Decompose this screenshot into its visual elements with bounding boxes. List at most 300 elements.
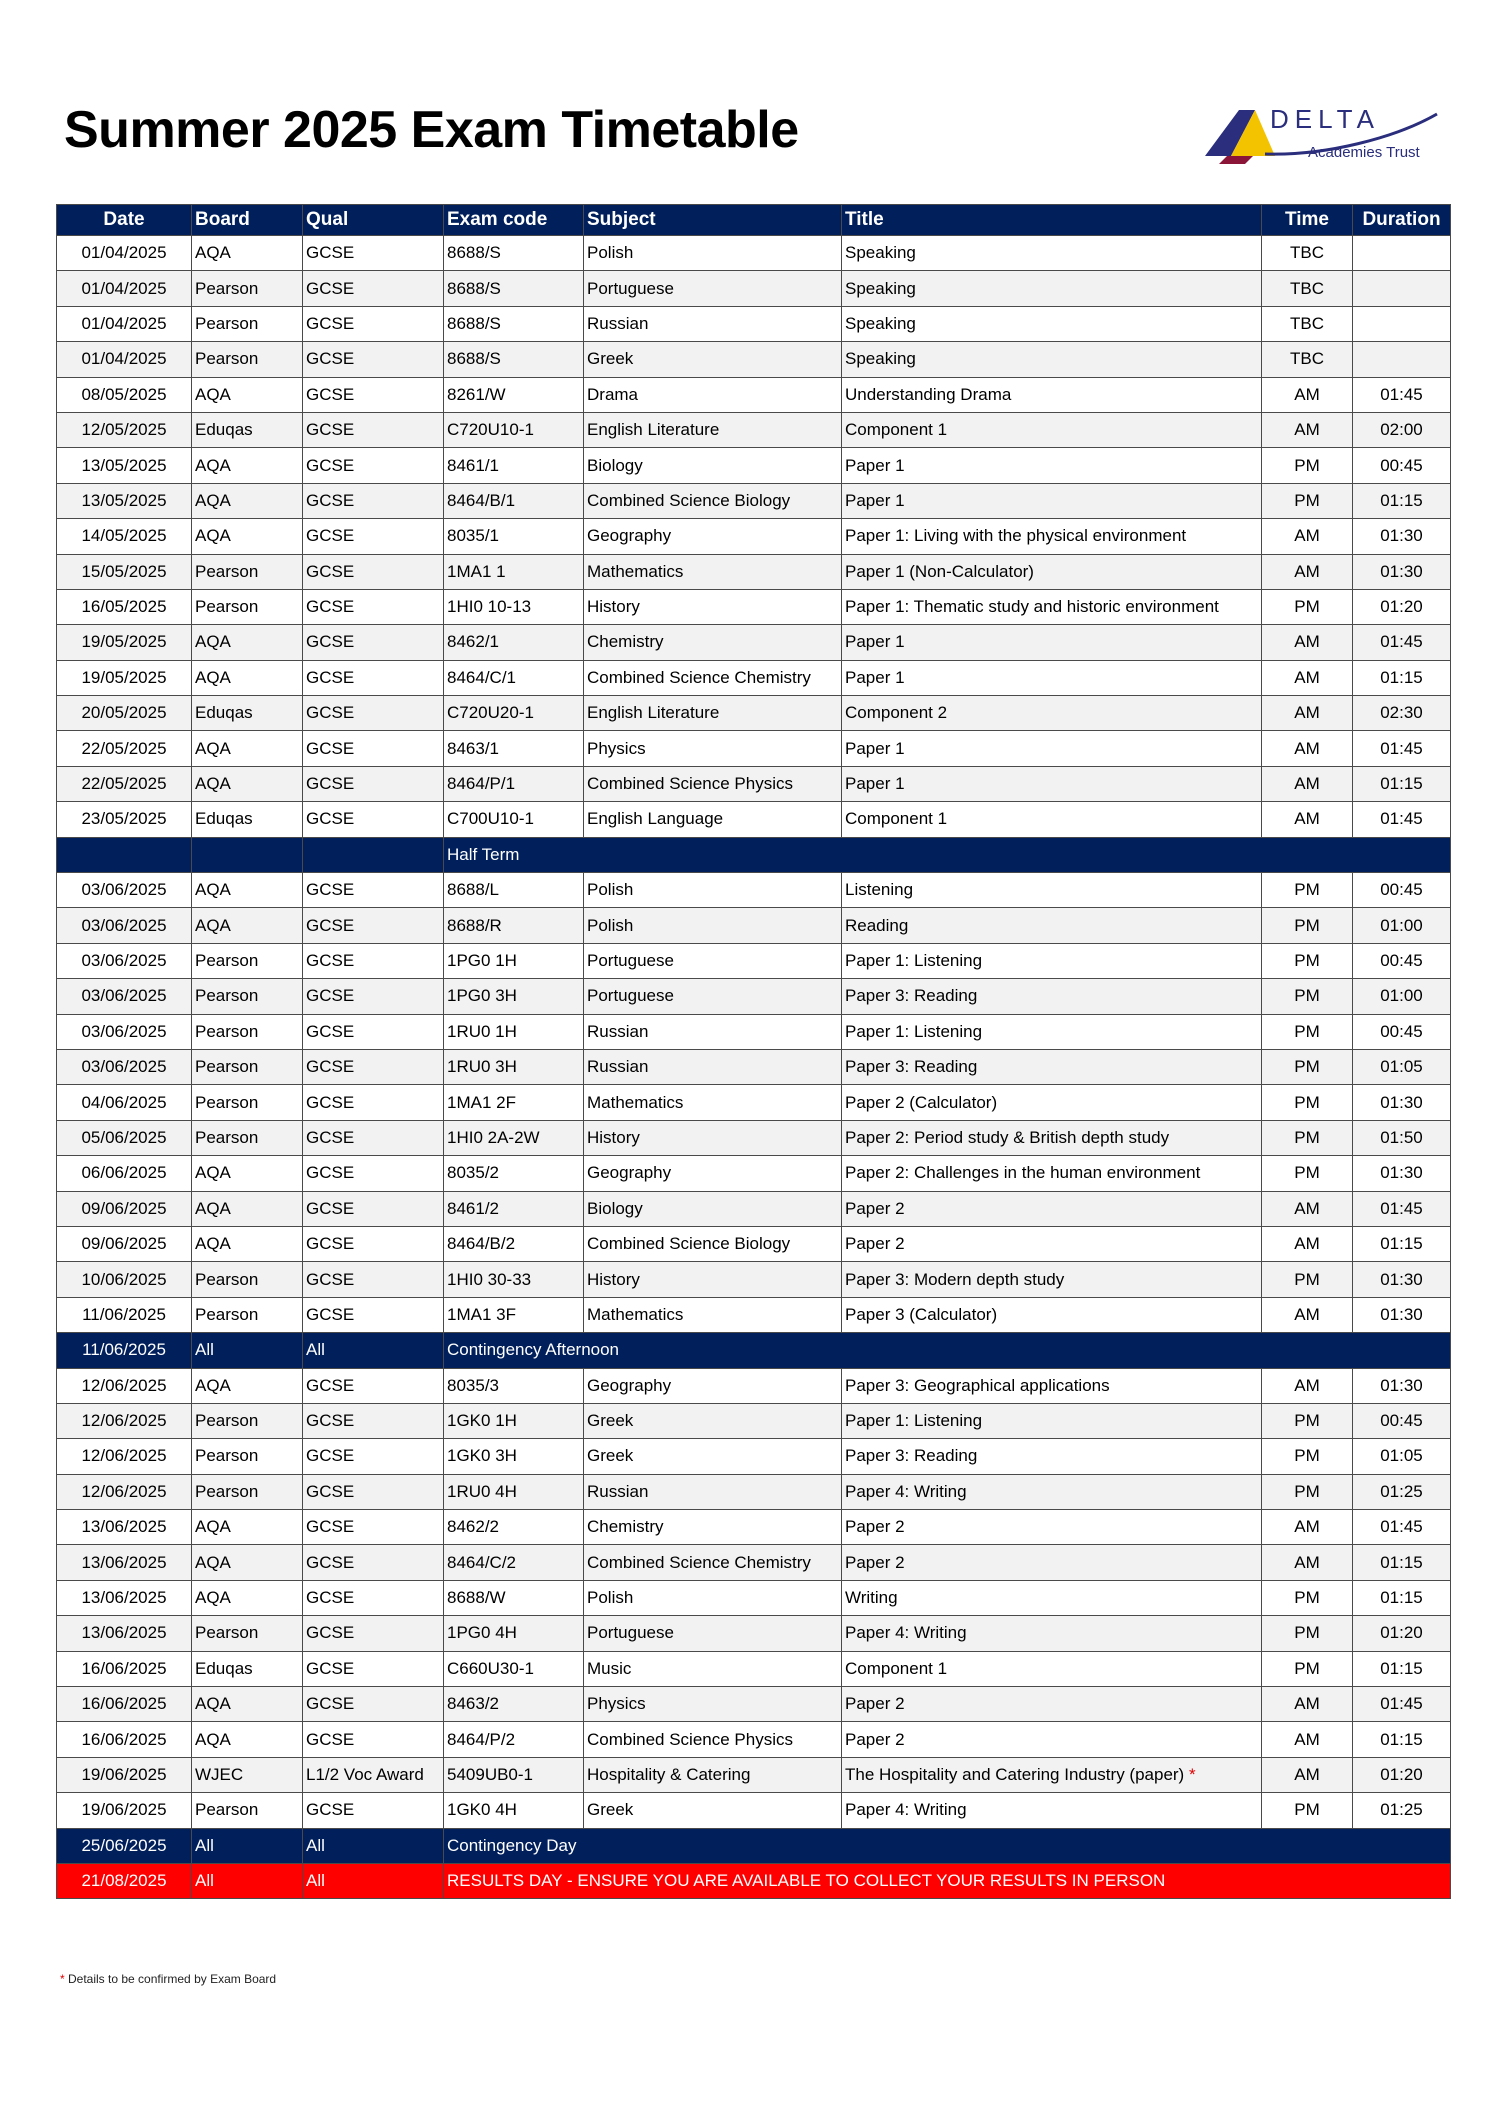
- board-cell: Pearson: [192, 271, 303, 306]
- table-row: [57, 1191, 1451, 1226]
- title-cell: [842, 1439, 1262, 1474]
- board-cell: Pearson: [192, 306, 303, 341]
- date-cell: 19/05/2025: [57, 660, 192, 695]
- title-cell: [842, 519, 1262, 554]
- title-text: Paper 1: [845, 632, 905, 652]
- title-text: Speaking: [845, 313, 916, 333]
- duration-cell: 01:30: [1353, 1085, 1451, 1120]
- subject-cell: Chemistry: [584, 1510, 842, 1545]
- title-text: Paper 3 (Calculator): [845, 1304, 998, 1324]
- table-row: [57, 519, 1451, 554]
- duration-cell: 01:30: [1353, 1297, 1451, 1332]
- time-cell: AM: [1262, 660, 1353, 695]
- title-cell: [842, 979, 1262, 1014]
- title-text: Paper 1: Listening: [845, 951, 983, 970]
- subject-cell: Drama: [584, 377, 842, 412]
- title-text: Paper 4: Writing: [845, 1623, 967, 1643]
- title-text: Paper 1: [845, 490, 905, 510]
- board-cell: AQA: [192, 1510, 303, 1545]
- subject-cell: Geography: [584, 1368, 842, 1403]
- exam-code-cell: 8035/1: [444, 519, 584, 554]
- date-cell: 13/06/2025: [57, 1510, 192, 1545]
- board-cell: Pearson: [192, 1085, 303, 1120]
- duration-cell: 01:30: [1353, 519, 1451, 554]
- column-header: Exam code: [444, 205, 584, 236]
- table-row: [57, 1120, 1451, 1155]
- time-cell: AM: [1262, 766, 1353, 801]
- board-cell: Eduqas: [192, 412, 303, 447]
- subject-cell: Portuguese: [584, 943, 842, 978]
- date-cell: 12/06/2025: [57, 1368, 192, 1403]
- subject-cell: Physics: [584, 731, 842, 766]
- board-cell: AQA: [192, 873, 303, 908]
- table-row: [57, 1687, 1451, 1722]
- qual-cell: GCSE: [303, 1226, 444, 1261]
- time-cell: PM: [1262, 1580, 1353, 1615]
- exam-code-cell: 8688/S: [444, 342, 584, 377]
- board-cell: Pearson: [192, 1297, 303, 1332]
- table-row: [57, 1580, 1451, 1615]
- table-row: [57, 412, 1451, 447]
- time-cell: TBC: [1262, 306, 1353, 341]
- table-row: [57, 1014, 1451, 1049]
- date-cell: 16/06/2025: [57, 1651, 192, 1686]
- date-cell: 15/05/2025: [57, 554, 192, 589]
- title-text: Paper 2: [845, 1234, 905, 1254]
- title-cell: [842, 342, 1262, 377]
- qual-cell: [303, 837, 444, 872]
- title-cell: [842, 306, 1262, 341]
- exam-code-cell: 8464/B/2: [444, 1226, 584, 1261]
- subject-cell: Geography: [584, 519, 842, 554]
- duration-cell: 00:45: [1353, 1403, 1451, 1438]
- title-text: Paper 2 (Calculator): [845, 1092, 998, 1112]
- qual-cell: GCSE: [303, 1262, 444, 1297]
- date-cell: 01/04/2025: [57, 306, 192, 341]
- title-cell: [842, 271, 1262, 306]
- table-row: [57, 1651, 1451, 1686]
- duration-cell: 01:30: [1353, 554, 1451, 589]
- board-cell: AQA: [192, 1156, 303, 1191]
- time-cell: PM: [1262, 589, 1353, 624]
- duration-cell: 01:15: [1353, 1722, 1451, 1757]
- half-term-row: [57, 837, 1451, 872]
- date-cell: 13/05/2025: [57, 483, 192, 518]
- exam-code-cell: 1HI0 30-33: [444, 1262, 584, 1297]
- duration-cell: 01:20: [1353, 1616, 1451, 1651]
- duration-cell: [1353, 342, 1451, 377]
- band-text-cell: RESULTS DAY - ENSURE YOU ARE AVAILABLE TO COLLECT YOUR RESULTS IN PERSON: [444, 1863, 1451, 1898]
- qual-cell: GCSE: [303, 1651, 444, 1686]
- qual-cell: GCSE: [303, 483, 444, 518]
- board-cell: AQA: [192, 625, 303, 660]
- date-cell: 10/06/2025: [57, 1262, 192, 1297]
- time-cell: AM: [1262, 1687, 1353, 1722]
- exam-code-cell: 8261/W: [444, 377, 584, 412]
- board-cell: AQA: [192, 1722, 303, 1757]
- qual-cell: GCSE: [303, 625, 444, 660]
- duration-cell: 01:25: [1353, 1474, 1451, 1509]
- date-cell: 03/06/2025: [57, 979, 192, 1014]
- date-cell: 16/06/2025: [57, 1722, 192, 1757]
- board-cell: Pearson: [192, 1049, 303, 1084]
- time-cell: PM: [1262, 943, 1353, 978]
- duration-cell: [1353, 271, 1451, 306]
- title-text: Paper 4: Writing: [845, 1481, 967, 1501]
- duration-cell: 01:45: [1353, 731, 1451, 766]
- qual-cell: GCSE: [303, 1510, 444, 1545]
- qual-cell: GCSE: [303, 1793, 444, 1828]
- title-text: Paper 2: Period study & British depth study: [845, 1127, 1170, 1147]
- date-cell: 03/06/2025: [57, 1014, 192, 1049]
- board-cell: All: [192, 1863, 303, 1898]
- title-text: Component 1: [845, 420, 948, 440]
- subject-cell: Mathematics: [584, 554, 842, 589]
- exam-code-cell: 8464/C/2: [444, 1545, 584, 1580]
- qual-cell: GCSE: [303, 1580, 444, 1615]
- duration-cell: 01:15: [1353, 766, 1451, 801]
- subject-cell: Russian: [584, 1014, 842, 1049]
- title-text: Paper 3: Modern depth study: [845, 1269, 1065, 1289]
- table-row: [57, 625, 1451, 660]
- subject-cell: Greek: [584, 342, 842, 377]
- date-cell: 19/05/2025: [57, 625, 192, 660]
- footnote-star: *: [60, 1972, 65, 1986]
- subject-cell: History: [584, 589, 842, 624]
- duration-cell: 01:15: [1353, 483, 1451, 518]
- table-row: [57, 271, 1451, 306]
- subject-cell: Biology: [584, 1191, 842, 1226]
- date-cell: 25/06/2025: [57, 1828, 192, 1863]
- table-row: [57, 236, 1451, 271]
- subject-cell: Chemistry: [584, 625, 842, 660]
- date-cell: 11/06/2025: [57, 1297, 192, 1332]
- exam-code-cell: 1RU0 4H: [444, 1474, 584, 1509]
- table-row: [57, 342, 1451, 377]
- exam-code-cell: C660U30-1: [444, 1651, 584, 1686]
- qual-cell: All: [303, 1828, 444, 1863]
- subject-cell: Portuguese: [584, 979, 842, 1014]
- title-text: Paper 2: Challenges in the human environment: [845, 1163, 1201, 1183]
- time-cell: PM: [1262, 979, 1353, 1014]
- title-cell: [842, 236, 1262, 271]
- board-cell: WJEC: [192, 1757, 303, 1792]
- time-cell: PM: [1262, 873, 1353, 908]
- table-row: [57, 1368, 1451, 1403]
- board-cell: Pearson: [192, 1616, 303, 1651]
- board-cell: Pearson: [192, 1439, 303, 1474]
- date-cell: 12/06/2025: [57, 1474, 192, 1509]
- time-cell: PM: [1262, 483, 1353, 518]
- column-header: Time: [1262, 205, 1353, 236]
- board-cell: AQA: [192, 1226, 303, 1261]
- subject-cell: Geography: [584, 1156, 842, 1191]
- exam-code-cell: 8461/2: [444, 1191, 584, 1226]
- time-cell: PM: [1262, 1049, 1353, 1084]
- time-cell: AM: [1262, 1757, 1353, 1792]
- date-cell: 22/05/2025: [57, 766, 192, 801]
- board-cell: Pearson: [192, 1793, 303, 1828]
- duration-cell: 01:45: [1353, 802, 1451, 837]
- tbc-marker: *: [1188, 1764, 1196, 1784]
- title-cell: [842, 377, 1262, 412]
- title-cell: [842, 448, 1262, 483]
- table-row: [57, 1545, 1451, 1580]
- table-row: [57, 731, 1451, 766]
- subject-cell: Greek: [584, 1403, 842, 1438]
- subject-cell: Polish: [584, 873, 842, 908]
- table-row: [57, 1156, 1451, 1191]
- exam-code-cell: C720U10-1: [444, 412, 584, 447]
- exam-code-cell: 1GK0 1H: [444, 1403, 584, 1438]
- board-cell: Eduqas: [192, 1651, 303, 1686]
- table-row: [57, 377, 1451, 412]
- date-cell: 21/08/2025: [57, 1863, 192, 1898]
- qual-cell: GCSE: [303, 1368, 444, 1403]
- board-cell: Pearson: [192, 589, 303, 624]
- title-cell: [842, 483, 1262, 518]
- date-cell: 12/05/2025: [57, 412, 192, 447]
- subject-cell: Polish: [584, 1580, 842, 1615]
- title-cell: [842, 1085, 1262, 1120]
- date-cell: 06/06/2025: [57, 1156, 192, 1191]
- date-cell: 03/06/2025: [57, 908, 192, 943]
- time-cell: PM: [1262, 1651, 1353, 1686]
- time-cell: PM: [1262, 1085, 1353, 1120]
- qual-cell: GCSE: [303, 766, 444, 801]
- qual-cell: GCSE: [303, 802, 444, 837]
- subject-cell: Polish: [584, 236, 842, 271]
- time-cell: TBC: [1262, 342, 1353, 377]
- table-row: [57, 1510, 1451, 1545]
- title-cell: [842, 660, 1262, 695]
- band-text-cell: Contingency Afternoon: [444, 1333, 1451, 1368]
- board-cell: Pearson: [192, 1262, 303, 1297]
- qual-cell: GCSE: [303, 1439, 444, 1474]
- qual-cell: All: [303, 1863, 444, 1898]
- exam-code-cell: 8462/2: [444, 1510, 584, 1545]
- subject-cell: English Literature: [584, 412, 842, 447]
- duration-cell: 01:15: [1353, 1545, 1451, 1580]
- qual-cell: GCSE: [303, 1049, 444, 1084]
- table-row: [57, 979, 1451, 1014]
- board-cell: AQA: [192, 1687, 303, 1722]
- date-cell: 19/06/2025: [57, 1757, 192, 1792]
- title-text: Paper 3: Reading: [845, 1446, 978, 1466]
- title-text: Speaking: [845, 243, 916, 263]
- qual-cell: GCSE: [303, 271, 444, 306]
- subject-cell: Greek: [584, 1439, 842, 1474]
- date-cell: 12/06/2025: [57, 1439, 192, 1474]
- subject-cell: English Language: [584, 802, 842, 837]
- date-cell: 01/04/2025: [57, 342, 192, 377]
- duration-cell: 01:45: [1353, 1687, 1451, 1722]
- time-cell: AM: [1262, 1368, 1353, 1403]
- column-header: Duration: [1353, 205, 1451, 236]
- time-cell: AM: [1262, 554, 1353, 589]
- board-cell: Pearson: [192, 1403, 303, 1438]
- board-cell: AQA: [192, 377, 303, 412]
- subject-cell: Portuguese: [584, 1616, 842, 1651]
- title-text: Paper 1: Listening: [845, 1411, 983, 1431]
- column-header: Title: [842, 205, 1262, 236]
- table-row: [57, 589, 1451, 624]
- exam-code-cell: 1GK0 4H: [444, 1793, 584, 1828]
- duration-cell: 01:20: [1353, 589, 1451, 624]
- title-cell: [842, 625, 1262, 660]
- time-cell: PM: [1262, 1014, 1353, 1049]
- title-text: Paper 1: [845, 455, 905, 475]
- title-cell: [842, 1651, 1262, 1686]
- time-cell: AM: [1262, 696, 1353, 731]
- duration-cell: 01:05: [1353, 1049, 1451, 1084]
- title-text: Paper 3: Geographical applications: [845, 1375, 1110, 1395]
- table-row: [57, 1262, 1451, 1297]
- table-row: [57, 554, 1451, 589]
- exam-code-cell: 8688/R: [444, 908, 584, 943]
- subject-cell: History: [584, 1262, 842, 1297]
- footnote-text: Details to be confirmed by Exam Board: [64, 1972, 277, 1986]
- subject-cell: Combined Science Biology: [584, 483, 842, 518]
- title-text: Paper 3: Reading: [845, 986, 978, 1006]
- title-cell: [842, 1580, 1262, 1615]
- title-text: Paper 1: Thematic study and historic environment: [845, 597, 1219, 617]
- duration-cell: 01:30: [1353, 1262, 1451, 1297]
- date-cell: 03/06/2025: [57, 943, 192, 978]
- exam-code-cell: 1MA1 1: [444, 554, 584, 589]
- title-text: Paper 1: [845, 738, 905, 758]
- table-row: [57, 1616, 1451, 1651]
- duration-cell: 02:30: [1353, 696, 1451, 731]
- date-cell: 01/04/2025: [57, 236, 192, 271]
- subject-cell: Combined Science Physics: [584, 1722, 842, 1757]
- board-cell: AQA: [192, 519, 303, 554]
- table-row: [57, 1757, 1451, 1792]
- qual-cell: GCSE: [303, 589, 444, 624]
- time-cell: AM: [1262, 412, 1353, 447]
- title-cell: [842, 1226, 1262, 1261]
- title-cell: [842, 1616, 1262, 1651]
- duration-cell: 01:15: [1353, 1580, 1451, 1615]
- duration-cell: 01:45: [1353, 625, 1451, 660]
- date-cell: 03/06/2025: [57, 1049, 192, 1084]
- qual-cell: GCSE: [303, 554, 444, 589]
- time-cell: AM: [1262, 625, 1353, 660]
- exam-code-cell: 1MA1 3F: [444, 1297, 584, 1332]
- logo-subtitle: Academies Trust: [1308, 144, 1420, 161]
- qual-cell: GCSE: [303, 236, 444, 271]
- board-cell: Pearson: [192, 342, 303, 377]
- qual-cell: GCSE: [303, 377, 444, 412]
- title-text: Paper 4: Writing: [845, 1800, 967, 1820]
- qual-cell: GCSE: [303, 873, 444, 908]
- board-cell: AQA: [192, 731, 303, 766]
- date-cell: 13/06/2025: [57, 1545, 192, 1580]
- qual-cell: GCSE: [303, 306, 444, 341]
- qual-cell: GCSE: [303, 1403, 444, 1438]
- exam-code-cell: 8464/B/1: [444, 483, 584, 518]
- qual-cell: GCSE: [303, 1297, 444, 1332]
- title-cell: [842, 1297, 1262, 1332]
- board-cell: AQA: [192, 766, 303, 801]
- exam-code-cell: 8461/1: [444, 448, 584, 483]
- title-text: Component 1: [845, 809, 948, 829]
- date-cell: 05/06/2025: [57, 1120, 192, 1155]
- subject-cell: Greek: [584, 1793, 842, 1828]
- date-cell: 23/05/2025: [57, 802, 192, 837]
- title-text: Paper 1: Listening: [845, 1021, 983, 1041]
- qual-cell: All: [303, 1333, 444, 1368]
- subject-cell: Combined Science Biology: [584, 1226, 842, 1261]
- date-cell: [57, 837, 192, 872]
- duration-cell: 01:15: [1353, 1651, 1451, 1686]
- duration-cell: 01:30: [1353, 1156, 1451, 1191]
- date-cell: 13/05/2025: [57, 448, 192, 483]
- exam-code-cell: 8464/C/1: [444, 660, 584, 695]
- board-cell: Pearson: [192, 1474, 303, 1509]
- date-cell: 16/05/2025: [57, 589, 192, 624]
- title-cell: [842, 1474, 1262, 1509]
- time-cell: AM: [1262, 1545, 1353, 1580]
- table-row: [57, 1439, 1451, 1474]
- exam-code-cell: 8463/2: [444, 1687, 584, 1722]
- board-cell: All: [192, 1828, 303, 1863]
- time-cell: AM: [1262, 519, 1353, 554]
- exam-code-cell: 1PG0 4H: [444, 1616, 584, 1651]
- contingency-row: [57, 1828, 1451, 1863]
- title-cell: [842, 731, 1262, 766]
- date-cell: 22/05/2025: [57, 731, 192, 766]
- title-cell: [842, 1049, 1262, 1084]
- qual-cell: L1/2 Voc Award: [303, 1757, 444, 1792]
- table-row: [57, 483, 1451, 518]
- title-cell: [842, 1722, 1262, 1757]
- exam-code-cell: 1PG0 1H: [444, 943, 584, 978]
- title-text: Paper 3: Reading: [845, 1057, 978, 1077]
- table-row: [57, 1226, 1451, 1261]
- board-cell: AQA: [192, 448, 303, 483]
- board-cell: All: [192, 1333, 303, 1368]
- time-cell: PM: [1262, 908, 1353, 943]
- subject-cell: Music: [584, 1651, 842, 1686]
- title-text: Paper 1: [845, 667, 905, 687]
- table-row: [57, 802, 1451, 837]
- time-cell: AM: [1262, 1226, 1353, 1261]
- board-cell: AQA: [192, 1580, 303, 1615]
- board-cell: [192, 837, 303, 872]
- date-cell: 04/06/2025: [57, 1085, 192, 1120]
- qual-cell: GCSE: [303, 1156, 444, 1191]
- title-text: Speaking: [845, 349, 916, 369]
- board-cell: AQA: [192, 483, 303, 518]
- exam-code-cell: 8688/S: [444, 236, 584, 271]
- subject-cell: Mathematics: [584, 1297, 842, 1332]
- title-cell: [842, 1510, 1262, 1545]
- qual-cell: GCSE: [303, 342, 444, 377]
- title-text: Paper 1 (Non-Calculator): [845, 561, 1034, 581]
- time-cell: PM: [1262, 1403, 1353, 1438]
- title-cell: [842, 589, 1262, 624]
- duration-cell: 00:45: [1353, 943, 1451, 978]
- board-cell: Eduqas: [192, 696, 303, 731]
- exam-code-cell: 5409UB0-1: [444, 1757, 584, 1792]
- exam-code-cell: 8464/P/2: [444, 1722, 584, 1757]
- board-cell: Pearson: [192, 943, 303, 978]
- duration-cell: 01:00: [1353, 908, 1451, 943]
- duration-cell: 01:45: [1353, 1510, 1451, 1545]
- title-cell: [842, 1262, 1262, 1297]
- exam-code-cell: 8035/2: [444, 1156, 584, 1191]
